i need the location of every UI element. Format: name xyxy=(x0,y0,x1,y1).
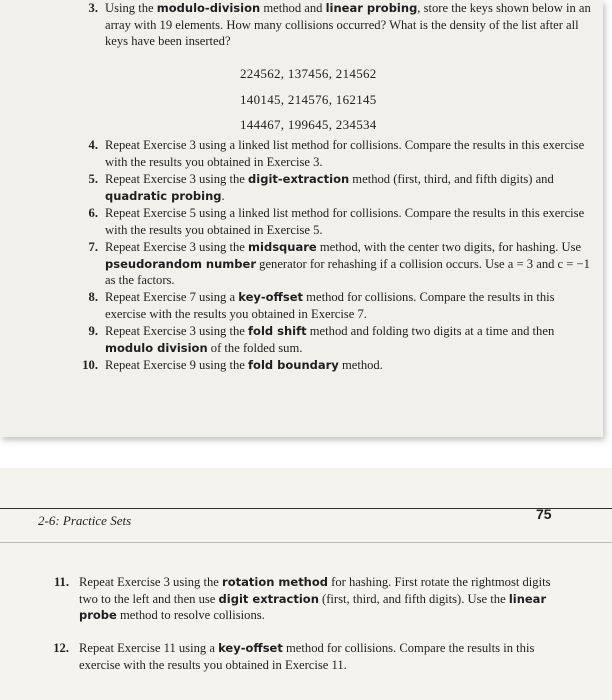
bold-term: linear probing xyxy=(325,1,418,15)
text: method. xyxy=(338,358,383,372)
bold-term: fold boundary xyxy=(248,358,339,372)
page-number: 75 xyxy=(536,506,552,522)
text: Repeat Exercise 3 using the xyxy=(79,575,223,589)
exercise-10 xyxy=(76,357,591,374)
text: Repeat Exercise 3 using the xyxy=(105,172,249,186)
text: Repeat Exercise 3 using the xyxy=(105,324,249,338)
text: method, with the center two digits, for hashing. Use xyxy=(316,240,582,254)
text: method (first, third, and fifth digits) and xyxy=(349,172,554,186)
bold-term: digit extraction xyxy=(218,591,319,606)
text: method and xyxy=(260,1,326,15)
text: Using the xyxy=(105,1,157,15)
text: method for collisions. Compare the results in this exercise with the results you obtained in Exercise 11. xyxy=(79,641,535,672)
exercise-number: 5. xyxy=(88,172,98,186)
bold-term: modulo-division xyxy=(156,1,261,15)
text: generator for rehashing if a collision occurs. Use a = 3 and c = −1 as the factors. xyxy=(105,256,590,287)
exercise-4 xyxy=(76,137,591,170)
bold-term: digit-extraction xyxy=(248,172,350,186)
text: of the folded sum. xyxy=(207,340,303,355)
exercise-12 xyxy=(47,640,567,673)
exercise-6 xyxy=(76,205,591,238)
text: , store the keys shown below in an array with 19 elements. How many collisions occurred? What is the density of the list after all keys have been inserted? xyxy=(105,1,591,48)
divider xyxy=(0,542,612,543)
exercise-number: 4. xyxy=(88,138,98,152)
exercise-number: 8. xyxy=(88,290,98,304)
text: . xyxy=(221,188,225,203)
bold-term: rotation method xyxy=(222,575,329,589)
text: (first, third, and fifth digits). Use the xyxy=(318,591,509,606)
bold-term: modulo division xyxy=(105,340,208,355)
text: method for collisions. Compare the results in this exercise with the results you obtained in Exercise 7. xyxy=(105,290,555,321)
exercise-number: 12. xyxy=(53,641,69,655)
text: Repeat Exercise 3 using the xyxy=(105,240,249,254)
text: method to resolve collisions. xyxy=(116,608,265,622)
exercise-3 xyxy=(76,0,591,50)
exercise-5 xyxy=(76,171,591,204)
text: Repeat Exercise 11 using a xyxy=(79,641,219,655)
bold-term: key-offset xyxy=(238,290,304,304)
text: Repeat Exercise 3 using a linked list method for collisions. Compare the results in this exercise with the results you obtained in Exercise 3. xyxy=(105,138,585,169)
text: for hashing. First rotate the rightmost digits two to the left and then use xyxy=(79,575,551,606)
exercise-number: 10. xyxy=(82,358,98,372)
exercise-number: 7. xyxy=(88,240,98,254)
exercise-number: 11. xyxy=(53,575,69,589)
section-running-head: 2-6: Practice Sets xyxy=(38,513,132,528)
bold-term: quadratic probing xyxy=(105,188,222,203)
bold-term: linear probe xyxy=(79,591,547,622)
bold-term: midsquare xyxy=(248,240,317,254)
bold-term: key-offset xyxy=(218,641,283,655)
text: Repeat Exercise 5 using a linked list method for collisions. Compare the results in this exercise with the results you obtained in Exercise 5. xyxy=(105,206,585,237)
exercise-number: 3. xyxy=(88,1,98,15)
bold-term: fold shift xyxy=(248,324,307,338)
exercise-7 xyxy=(76,239,591,289)
exercise-11 xyxy=(47,574,567,624)
key-row-1: 224562, 137456, 214562 xyxy=(240,66,377,81)
exercise-9 xyxy=(76,323,591,356)
bold-term: pseudorandom number xyxy=(105,256,256,271)
text: method and folding two digits at a time and then xyxy=(306,324,555,338)
header-rule xyxy=(0,508,612,509)
text: Repeat Exercise 7 using a xyxy=(105,290,239,304)
key-row-3: 144467, 199645, 234534 xyxy=(240,117,377,132)
exercise-8 xyxy=(76,289,591,322)
exercise-number: 6. xyxy=(88,206,98,220)
key-row-2: 140145, 214576, 162145 xyxy=(240,92,377,107)
text: Repeat Exercise 9 using the xyxy=(105,358,249,372)
exercise-number: 9. xyxy=(88,324,98,338)
